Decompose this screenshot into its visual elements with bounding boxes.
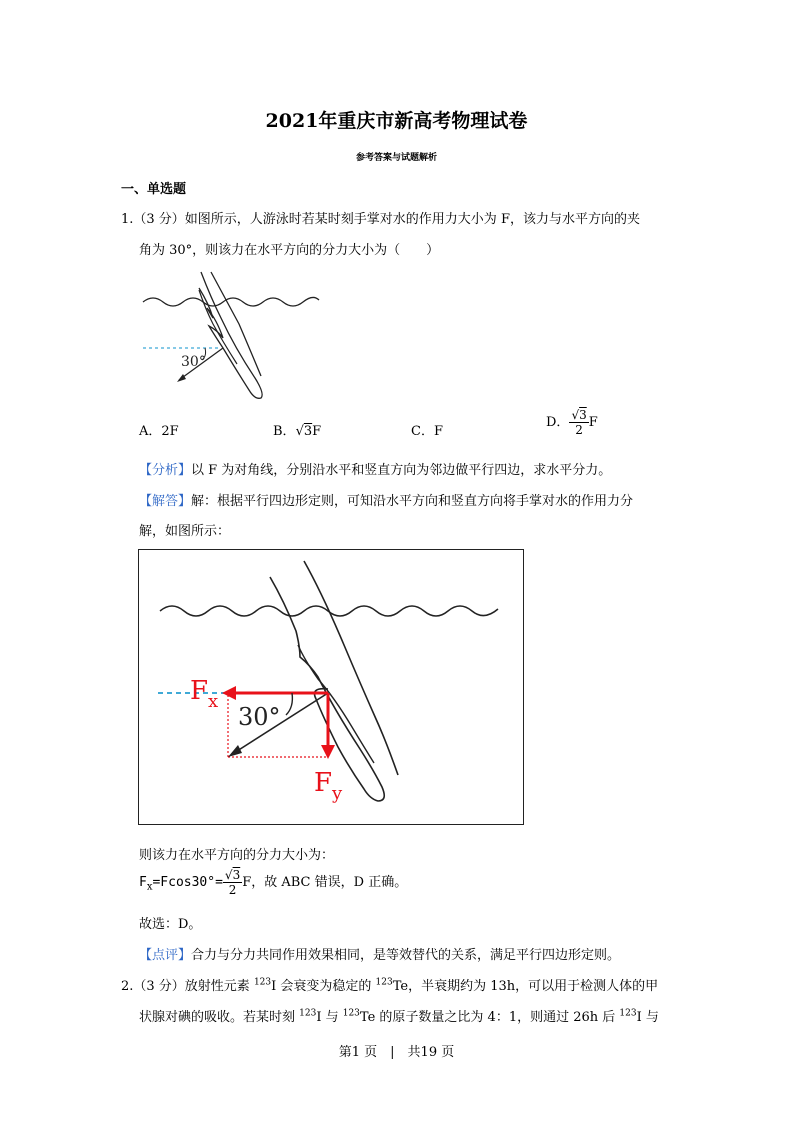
option-d-fraction: [569, 408, 588, 437]
comment-text: 合力与分力共同作用效果相同，是等效替代的关系，满足平行四边形定则。: [191, 948, 621, 963]
figure1-angle-label: 30°: [181, 354, 206, 370]
option-b-radicand: 3: [303, 424, 313, 439]
water-wave-line: [143, 297, 319, 306]
q2-text-e: I 与: [316, 1010, 343, 1025]
page-subtitle: 参考答案与试题解析: [355, 153, 437, 163]
eq-left: F: [139, 875, 147, 890]
solution-tag: 【解答】: [139, 494, 192, 509]
q2-text-d: 状腺对碘的吸收。若某时刻: [139, 1010, 300, 1025]
eq-fraction: [223, 868, 242, 897]
q1-figure-swimmer-hand: [139, 268, 324, 408]
mass-number: 123: [375, 977, 393, 988]
then-text: 则该力在水平方向的分力大小为：: [139, 848, 335, 863]
page-title: 2021年重庆市新高考物理试卷: [265, 110, 528, 132]
q2-text-g: I 与: [636, 1010, 659, 1025]
option-b-prefix: B．: [273, 424, 296, 439]
option-a: A．2F: [139, 424, 179, 439]
fx-label-main: F: [190, 676, 209, 706]
option-c: C．F: [411, 424, 443, 439]
mass-number: 123: [253, 977, 272, 988]
q2-text-f: Te 的原子数量之比为 4：1，则通过 26h 后: [359, 1010, 620, 1025]
analysis-text: 以 F 为对角线，分别沿水平和竖直方向为邻边做平行四边，求水平分力。: [191, 463, 612, 478]
mass-number: 123: [299, 1008, 317, 1019]
option-d-suffix: F: [588, 415, 598, 430]
analysis-tag: 【分析】: [139, 463, 192, 478]
analysis-paragraph: [139, 459, 611, 478]
option-d: [546, 408, 598, 437]
option-d-numerator: 3: [579, 408, 587, 422]
eq-numerator: 3: [232, 868, 241, 882]
hand-outline: [199, 272, 262, 398]
comment-tag: 【点评】: [139, 948, 192, 963]
q2-stem-line1: [121, 975, 658, 994]
page-footer: 第1 页 | 共19 页: [338, 1045, 455, 1060]
q2-text-a: 2.（3 分）放射性元素: [121, 979, 254, 994]
eq-denominator: 2: [228, 883, 237, 897]
q2-stem-line2: [139, 1006, 659, 1025]
solution-line1: [139, 490, 633, 509]
sqrt-sign: √: [571, 408, 580, 422]
fx-label-sub: x: [208, 691, 219, 712]
answer-choice: 故选：D。: [139, 917, 202, 932]
sqrt-sign: √: [224, 868, 233, 882]
q1-stem-line2: 角为 30°，则该力在水平方向的分力大小为（ ）: [139, 243, 440, 258]
q2-text-b: I 会衰变为稳定的: [271, 979, 376, 994]
option-d-prefix: D．: [546, 415, 570, 430]
option-b: [273, 420, 321, 439]
equation-line: [139, 868, 407, 897]
q1-stem-line1: 1.（3 分）如图所示，人游泳时若某时刻手掌对水的作用力大小为 F，该力与水平方向的夹: [121, 212, 640, 227]
eq-right: F，故 ABC 错误，D 正确。: [242, 875, 408, 890]
figure2-angle-label: 30°: [238, 703, 281, 731]
mass-number: 123: [342, 1008, 360, 1019]
q2-text-c: Te，半衰期约为 13h，可以用于检测人体的甲: [392, 979, 659, 994]
fy-label-sub: y: [332, 783, 343, 804]
sqrt-sign: √: [295, 424, 304, 439]
comment-paragraph: [139, 944, 620, 963]
option-b-suffix: F: [312, 424, 322, 439]
solution-text-1: 解：根据平行四边形定则，可知沿水平方向和竖直方向将手掌对水的作用力分: [191, 494, 634, 509]
eq-sub: x: [146, 881, 153, 893]
section-heading: 一、单选题: [121, 182, 187, 197]
fy-label-main: F: [314, 768, 333, 798]
q1-solution-figure: [138, 549, 524, 825]
eq-mid: =Fcos30°=: [152, 875, 223, 890]
option-d-denominator: 2: [575, 423, 583, 437]
solution-line2: 解，如图所示：: [139, 524, 231, 539]
mass-number: 123: [619, 1008, 637, 1019]
